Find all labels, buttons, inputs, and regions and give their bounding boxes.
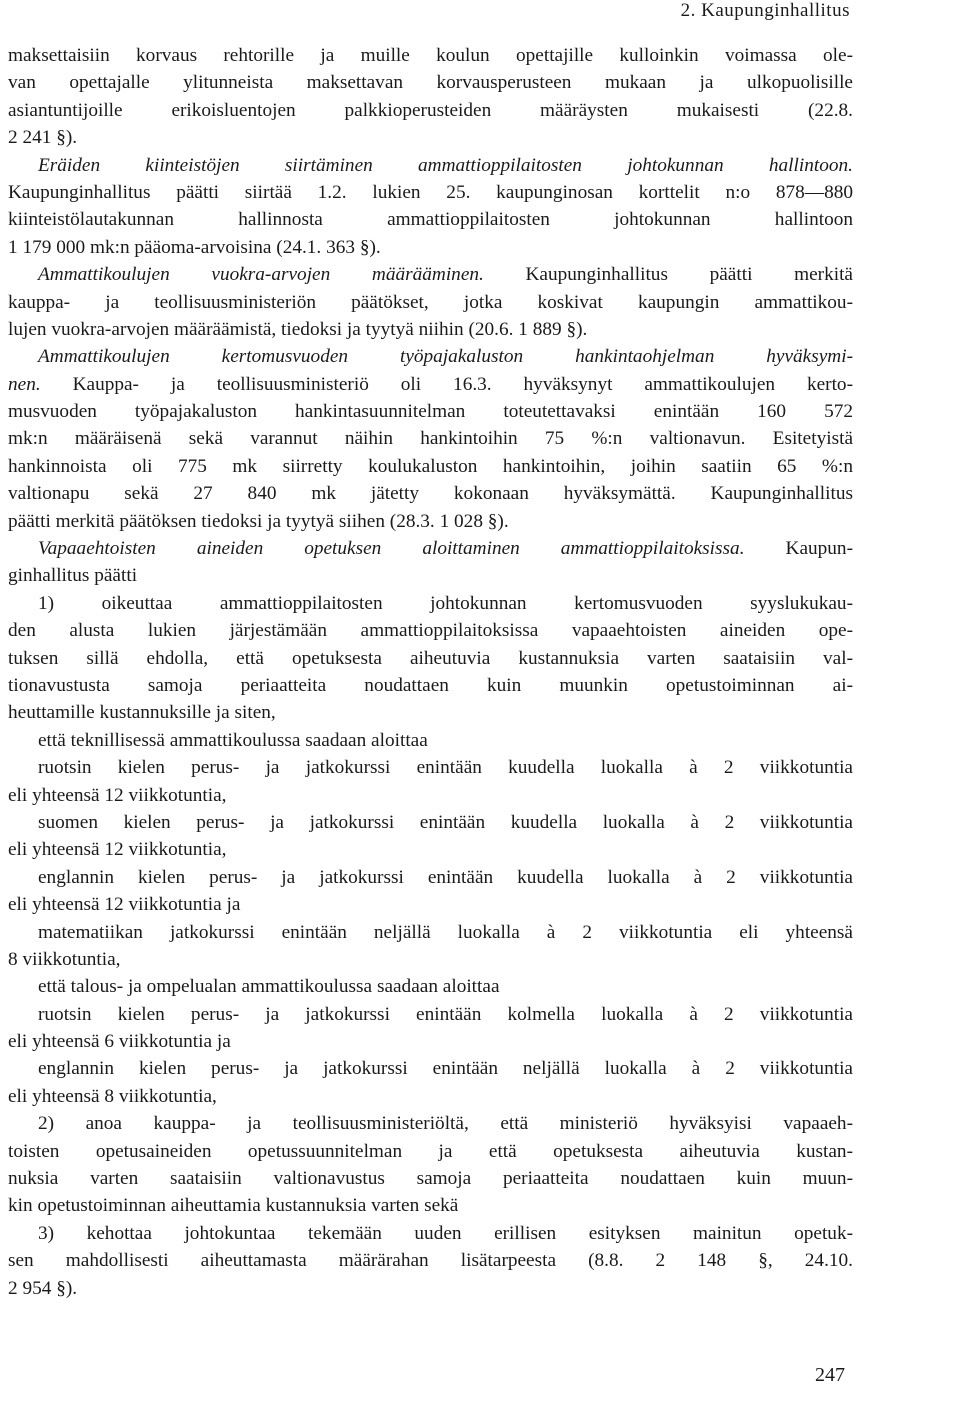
text-line: [8, 1083, 853, 1110]
section-heading: Vapaaehtoisten aineiden opetuksen aloittaminen ammattioppilaitoksissa.: [38, 538, 745, 560]
text-line: [8, 42, 853, 69]
text-span: 8 viikkotuntia,: [8, 948, 121, 970]
text-line: [8, 754, 853, 781]
text-line: [8, 1220, 853, 1247]
text-span: päätti merkitä päätöksen tiedoksi ja tyytyä siihen (28.3. 1 028 §).: [8, 510, 509, 532]
text-span: maksettaisiin korvaus rehtorille ja muille koulun opettajille kulloinkin voimassa ole-: [8, 45, 853, 66]
text-span: valtionapu sekä 27 840 mk jätetty kokonaan hyväksymättä. Kaupunginhallitus: [8, 483, 853, 505]
text-line: [8, 1138, 853, 1165]
text-line: [8, 398, 853, 425]
text-line: [8, 973, 853, 1000]
text-span: ruotsin kielen perus- ja jatkokurssi enintään kuudella luokalla à 2 viikkotuntia: [38, 757, 853, 779]
text-span: mk:n määräisenä sekä varannut näihin hankintoihin 75 %:n valtionavun. Esitetyistä: [8, 428, 853, 450]
document-body: [8, 42, 853, 1302]
text-span: 1) oikeuttaa ammattioppilaitosten johtokunnan kertomusvuoden syyslukukau-: [38, 592, 853, 614]
text-span: sen mahdollisesti aiheuttamasta määrärahan lisätarpeesta (8.8. 2 148 §, 24.10.: [8, 1250, 853, 1272]
text-span: että teknillisessä ammattikoulussa saadaan aloittaa: [38, 729, 428, 751]
text-span: Kauppa- ja teollisuusministeriö oli 16.3. hyväksynyt ammattikoulujen kerto-: [40, 373, 853, 395]
text-span: että talous- ja ompelualan ammattikoulussa saadaan aloittaa: [38, 976, 500, 998]
text-span: Kaupunginhallitus päätti merkitä: [483, 264, 853, 286]
text-line: [8, 453, 853, 480]
text-line: [8, 836, 853, 863]
text-span: kauppa- ja teollisuusministeriön päätökset, jotka koskivat kaupungin ammattikou-: [8, 291, 853, 313]
text-line: [8, 535, 853, 562]
text-span: englannin kielen perus- ja jatkokurssi enintään kuudella luokalla à 2 viikkotuntia: [38, 866, 853, 888]
text-span: kin opetustoiminnan aiheuttamia kustannuksia varten sekä: [8, 1195, 459, 1217]
section-heading: Ammattikoulujen kertomusvuoden työpajakaluston hankintaohjelman hyväksymi-: [38, 346, 853, 368]
text-line: [8, 809, 853, 836]
text-span: van opettajalle ylitunneista maksettavan korvausperusteen mukaan ja ulkopuolisille: [8, 72, 853, 94]
text-span: nuksia varten saataisiin valtionavustus samoja periaatteita noudattaen kuin muun-: [8, 1168, 853, 1190]
section-heading: Eräiden kiinteistöjen siirtäminen ammattioppilaitosten johtokunnan hallintoon.: [38, 154, 853, 176]
text-line: [8, 1247, 853, 1274]
text-span: eli yhteensä 8 viikkotuntia,: [8, 1085, 217, 1107]
text-line: [8, 891, 853, 918]
text-line: [8, 343, 853, 370]
text-span: tuksen sillä ehdolla, että opetuksesta aiheutuvia kustannuksia varten saataisiin val-: [8, 647, 853, 669]
text-line: [8, 1165, 853, 1192]
text-span: hankinnoista oli 775 mk siirretty koulukaluston hankintoihin, joihin saatiin 65 %:n: [8, 455, 853, 477]
text-span: matematiikan jatkokurssi enintään neljällä luokalla à 2 viikkotuntia eli yhteensä: [38, 921, 853, 943]
running-header: 2. Kaupunginhallitus: [680, 0, 850, 21]
page-number: 247: [815, 1364, 845, 1386]
text-line: [8, 152, 853, 179]
text-line: [8, 946, 853, 973]
text-span: Kaupun-: [744, 538, 853, 560]
text-line: [8, 124, 853, 151]
text-line: [8, 645, 853, 672]
text-line: [8, 179, 853, 206]
text-span: 3) kehottaa johtokuntaa tekemään uuden erillisen esityksen mainitun opetuk-: [38, 1222, 853, 1244]
text-span: eli yhteensä 12 viikkotuntia,: [8, 839, 227, 861]
text-line: [8, 261, 853, 288]
text-line: [8, 1192, 853, 1219]
text-span: asiantuntijoille erikoisluentojen palkkioperusteiden määräysten mukaisesti (22.8.: [8, 99, 853, 121]
text-line: [8, 727, 853, 754]
text-span: lujen vuokra-arvojen määräämistä, tiedoksi ja tyytyä niihin (20.6. 1 889 §).: [8, 318, 588, 340]
text-span: 2) anoa kauppa- ja teollisuusministeriöltä, että ministeriö hyväksyisi vapaaeh-: [38, 1113, 853, 1135]
text-line: [8, 289, 853, 316]
text-line: [8, 508, 853, 535]
text-span: englannin kielen perus- ja jatkokurssi enintään neljällä luokalla à 2 viikkotuntia: [38, 1058, 853, 1080]
text-line: [8, 1055, 853, 1082]
text-span: 2 954 §).: [8, 1277, 78, 1299]
text-span: 1 179 000 mk:n pääoma-arvoisina (24.1. 363 §).: [8, 236, 381, 258]
text-line: [8, 97, 853, 124]
text-span: eli yhteensä 6 viikkotuntia ja: [8, 1031, 231, 1053]
text-span: suomen kielen perus- ja jatkokurssi enintään kuudella luokalla à 2 viikkotuntia: [38, 811, 853, 833]
text-span: 2 241 §).: [8, 127, 78, 149]
text-line: [8, 699, 853, 726]
section-heading: Ammattikoulujen vuokra-arvojen määrääminen.: [38, 264, 484, 286]
text-line: [8, 562, 853, 589]
text-span: kiinteistölautakunnan hallinnosta ammattioppilaitosten johtokunnan hallintoon: [8, 209, 853, 231]
text-span: toisten opetusaineiden opetussuunnitelman ja että opetuksesta aiheutuvia kustan-: [8, 1140, 853, 1162]
text-line: [8, 69, 853, 96]
text-line: [8, 480, 853, 507]
text-line: [8, 1028, 853, 1055]
text-line: [8, 316, 853, 343]
text-line: [8, 782, 853, 809]
text-span: ruotsin kielen perus- ja jatkokurssi enintään kolmella luokalla à 2 viikkotuntia: [38, 1003, 853, 1025]
text-line: [8, 864, 853, 891]
text-span: musvuoden työpajakaluston hankintasuunnitelman toteutettavaksi enintään 160 572: [8, 401, 853, 423]
text-line: [8, 919, 853, 946]
text-span: ginhallitus päätti: [8, 565, 138, 587]
text-line: [8, 1001, 853, 1028]
text-line: [8, 206, 853, 233]
text-line: [8, 617, 853, 644]
text-line: [8, 425, 853, 452]
text-line: [8, 371, 853, 398]
text-span: tionavustusta samoja periaatteita noudattaen kuin muunkin opetustoiminnan ai-: [8, 674, 853, 696]
text-line: [8, 1275, 853, 1302]
text-span: Kaupunginhallitus päätti siirtää 1.2. lukien 25. kaupunginosan korttelit n:o 878—880: [8, 181, 853, 203]
text-span: eli yhteensä 12 viikkotuntia ja: [8, 894, 241, 916]
text-line: [8, 672, 853, 699]
text-line: [8, 590, 853, 617]
text-line: [8, 1110, 853, 1137]
text-span: den alusta lukien järjestämään ammattioppilaitoksissa vapaaehtoisten aineiden ope-: [8, 620, 853, 642]
text-span: heuttamille kustannuksille ja siten,: [8, 702, 276, 724]
text-line: [8, 234, 853, 261]
text-span: eli yhteensä 12 viikkotuntia,: [8, 784, 227, 806]
section-heading: nen.: [8, 373, 41, 395]
